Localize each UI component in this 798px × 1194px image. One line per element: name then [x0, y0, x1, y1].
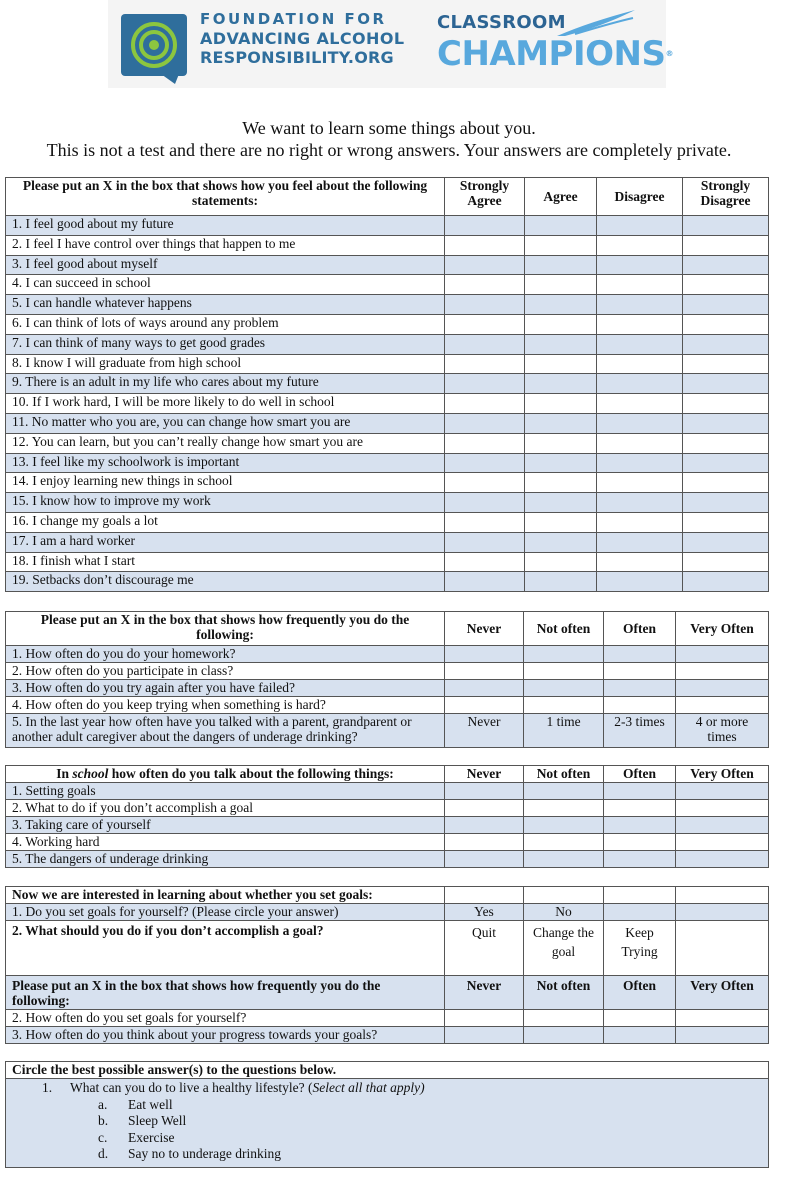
- school-talk-item-4: 4. Working hard: [6, 834, 445, 851]
- answer-box[interactable]: [604, 834, 676, 851]
- goals-table: [5, 886, 769, 1044]
- frequency-item-3: 3. How often do you try again after you have failed?: [6, 680, 445, 697]
- frequency-item-2: 2. How often do you participate in class?: [6, 663, 445, 680]
- table-row: [6, 394, 769, 414]
- answer-box[interactable]: [683, 235, 769, 255]
- school-talk-rows: [6, 783, 769, 868]
- feelings-item-14: 14. I enjoy learning new things in school: [6, 473, 445, 493]
- feelings-item-17: 17. I am a hard worker: [6, 532, 445, 552]
- table-row: [6, 976, 769, 1010]
- answer-box[interactable]: [676, 817, 769, 834]
- table-row: [6, 834, 769, 851]
- healthy-lifestyle-table: [5, 1061, 769, 1168]
- lifestyle-question: 1. What can you do to live a healthy lifestyle? (Select all that apply): [42, 1080, 425, 1095]
- answer-box[interactable]: [525, 216, 597, 236]
- answer-box[interactable]: [524, 680, 604, 697]
- answer-box[interactable]: [445, 453, 525, 473]
- faar-logo-line2: ADVANCING ALCOHOL: [200, 29, 405, 48]
- answer-box[interactable]: [683, 295, 769, 315]
- answer-box[interactable]: [604, 851, 676, 868]
- answer-box[interactable]: [676, 697, 769, 714]
- answer-box[interactable]: [683, 453, 769, 473]
- table-row: [6, 334, 769, 354]
- answer-box[interactable]: [597, 493, 683, 513]
- answer-box[interactable]: [676, 663, 769, 680]
- lifestyle-option-3[interactable]: [12, 1130, 762, 1147]
- col-very-often: Very Often: [676, 766, 769, 783]
- answer-box[interactable]: [676, 800, 769, 817]
- answer-box[interactable]: [445, 512, 525, 532]
- answer-box[interactable]: [525, 512, 597, 532]
- option-letter: b.: [98, 1113, 109, 1128]
- answer-box[interactable]: [525, 493, 597, 513]
- feelings-rows: [6, 216, 769, 592]
- answer-box[interactable]: [445, 354, 525, 374]
- answer-box[interactable]: [525, 413, 597, 433]
- col-strongly-agree: Strongly Agree: [445, 178, 525, 216]
- feelings-item-7: 7. I can think of many ways to get good grades: [6, 334, 445, 354]
- q1-option-yes[interactable]: Yes: [445, 904, 524, 921]
- answer-box[interactable]: [597, 295, 683, 315]
- option-text: Eat well: [128, 1096, 173, 1112]
- answer-box[interactable]: [524, 1010, 604, 1027]
- table-row: [6, 532, 769, 552]
- goals-frequency-item-1: 2. How often do you set goals for yourself?: [6, 1010, 445, 1027]
- table-row: [6, 680, 769, 697]
- answer-box[interactable]: [524, 834, 604, 851]
- answer-box[interactable]: [524, 646, 604, 663]
- answer-box[interactable]: [597, 334, 683, 354]
- answer-box[interactable]: [525, 255, 597, 275]
- answer-box[interactable]: [445, 473, 525, 493]
- answer-box[interactable]: [604, 697, 676, 714]
- answer-box[interactable]: [525, 235, 597, 255]
- item5-option-4-or-more[interactable]: 4 or more times: [676, 714, 769, 748]
- goals-frequency-item-2: 3. How often do you think about your progress towards your goals?: [6, 1027, 445, 1044]
- answer-box[interactable]: [525, 572, 597, 592]
- answer-box[interactable]: [604, 800, 676, 817]
- feelings-item-8: 8. I know I will graduate from high school: [6, 354, 445, 374]
- lifestyle-prompt: Circle the best possible answer(s) to the questions below.: [6, 1062, 769, 1079]
- table-row: [6, 552, 769, 572]
- answer-box[interactable]: [597, 532, 683, 552]
- table-row: [6, 453, 769, 473]
- feelings-item-15: 15. I know how to improve my work: [6, 493, 445, 513]
- answer-box[interactable]: [525, 552, 597, 572]
- answer-box[interactable]: [525, 374, 597, 394]
- answer-box[interactable]: [525, 314, 597, 334]
- answer-box[interactable]: [676, 1010, 769, 1027]
- item5-option-2-3-times[interactable]: 2-3 times: [604, 714, 676, 748]
- answer-box[interactable]: [597, 572, 683, 592]
- table-row: [6, 663, 769, 680]
- answer-box[interactable]: [604, 1010, 676, 1027]
- col-not-often: Not often: [524, 612, 604, 646]
- answer-box[interactable]: [525, 532, 597, 552]
- goals-frequency-prompt: Please put an X in the box that shows how frequently you do the following:: [6, 976, 445, 1010]
- faar-logo-text: [200, 10, 405, 67]
- option-letter: d.: [98, 1146, 109, 1161]
- answer-box[interactable]: [445, 394, 525, 414]
- table-row: [6, 921, 769, 976]
- school-talk-prompt: In school how often do you talk about the following things:: [6, 766, 445, 783]
- table-row: [6, 697, 769, 714]
- answer-box[interactable]: [683, 572, 769, 592]
- school-talk-table: [5, 765, 769, 868]
- answer-box[interactable]: [597, 394, 683, 414]
- table-row: [6, 413, 769, 433]
- answer-box[interactable]: [683, 255, 769, 275]
- feelings-item-11: 11. No matter who you are, you can change how smart you are: [6, 413, 445, 433]
- answer-box[interactable]: [445, 817, 524, 834]
- answer-box[interactable]: [524, 817, 604, 834]
- answer-box[interactable]: [445, 334, 525, 354]
- goals-frequency-rows: [6, 1010, 769, 1044]
- table-row: [6, 354, 769, 374]
- table-row: [6, 295, 769, 315]
- answer-box[interactable]: [525, 394, 597, 414]
- answer-box[interactable]: [683, 394, 769, 414]
- q1-option-no[interactable]: No: [524, 904, 604, 921]
- table-row: [6, 314, 769, 334]
- answer-box[interactable]: [445, 314, 525, 334]
- feelings-prompt: Please put an X in the box that shows how you feel about the following statements:: [6, 178, 445, 216]
- answer-box[interactable]: [445, 433, 525, 453]
- table-row: [6, 374, 769, 394]
- goals-q1: 1. Do you set goals for yourself? (Please circle your answer): [6, 904, 445, 921]
- answer-box[interactable]: [683, 493, 769, 513]
- col-often: Often: [604, 976, 676, 1010]
- answer-box[interactable]: [676, 680, 769, 697]
- answer-box[interactable]: [445, 216, 525, 236]
- answer-box[interactable]: [683, 374, 769, 394]
- col-not-often: Not often: [524, 766, 604, 783]
- goals-prompt: Now we are interested in learning about whether you set goals:: [6, 887, 445, 904]
- answer-box[interactable]: [683, 413, 769, 433]
- school-talk-item-5: 5. The dangers of underage drinking: [6, 851, 445, 868]
- table-row: [6, 714, 769, 748]
- answer-box[interactable]: [683, 275, 769, 295]
- answer-box[interactable]: [445, 572, 525, 592]
- answer-box[interactable]: [445, 697, 524, 714]
- answer-box[interactable]: [683, 216, 769, 236]
- table-row: [6, 473, 769, 493]
- answer-box[interactable]: [683, 512, 769, 532]
- answer-box[interactable]: [525, 453, 597, 473]
- answer-box[interactable]: [683, 354, 769, 374]
- answer-box[interactable]: [445, 295, 525, 315]
- lifestyle-option-1[interactable]: [12, 1097, 762, 1114]
- answer-box[interactable]: [597, 354, 683, 374]
- answer-box[interactable]: [683, 314, 769, 334]
- table-row: [6, 817, 769, 834]
- col-often: Often: [604, 766, 676, 783]
- answer-box[interactable]: [445, 275, 525, 295]
- answer-box[interactable]: [676, 646, 769, 663]
- col-often: Often: [604, 612, 676, 646]
- answer-box[interactable]: [604, 783, 676, 800]
- table-row: [6, 851, 769, 868]
- option-text: Exercise: [128, 1129, 175, 1145]
- item5-option-never[interactable]: Never: [445, 714, 524, 748]
- feelings-item-1: 1. I feel good about my future: [6, 216, 445, 236]
- faar-logo-icon: [121, 14, 187, 84]
- feelings-table: [5, 177, 769, 592]
- answer-box[interactable]: [525, 334, 597, 354]
- feelings-item-12: 12. You can learn, but you can’t really change how smart you are: [6, 433, 445, 453]
- frequency-rows: [6, 646, 769, 714]
- answer-box[interactable]: [525, 295, 597, 315]
- answer-box[interactable]: [524, 697, 604, 714]
- answer-box[interactable]: [683, 433, 769, 453]
- answer-box[interactable]: [445, 493, 525, 513]
- goals-q2: 2. What should you do if you don’t accomplish a goal?: [6, 921, 445, 976]
- answer-box[interactable]: [597, 473, 683, 493]
- answer-box[interactable]: [597, 216, 683, 236]
- answer-box[interactable]: [597, 374, 683, 394]
- answer-box[interactable]: [604, 680, 676, 697]
- col-agree: Agree: [525, 178, 597, 216]
- table-row: [6, 493, 769, 513]
- feelings-item-9: 9. There is an adult in my life who cares about my future: [6, 374, 445, 394]
- option-text: Say no to underage drinking: [128, 1146, 281, 1161]
- feelings-item-4: 4. I can succeed in school: [6, 275, 445, 295]
- table-row: [6, 275, 769, 295]
- intro-line1: We want to learn some things about you.: [242, 118, 536, 138]
- answer-box[interactable]: [524, 783, 604, 800]
- answer-box[interactable]: [445, 680, 524, 697]
- q2-option-change-goal[interactable]: Change the goal: [524, 921, 604, 976]
- lifestyle-options: [12, 1097, 762, 1163]
- answer-box[interactable]: [683, 473, 769, 493]
- col-disagree: Disagree: [597, 178, 683, 216]
- answer-box[interactable]: [604, 646, 676, 663]
- faar-logo-line3: RESPONSIBILITY.ORG: [200, 48, 394, 67]
- answer-box[interactable]: [604, 663, 676, 680]
- trademark-symbol: ®: [665, 49, 673, 58]
- school-talk-item-3: 3. Taking care of yourself: [6, 817, 445, 834]
- feelings-item-6: 6. I can think of lots of ways around any problem: [6, 314, 445, 334]
- item5-option-1-time[interactable]: 1 time: [524, 714, 604, 748]
- feelings-item-5: 5. I can handle whatever happens: [6, 295, 445, 315]
- table-row: [6, 216, 769, 236]
- frequency-prompt: Please put an X in the box that shows how frequently you do the following:: [6, 612, 445, 646]
- frequency-item-4: 4. How often do you keep trying when something is hard?: [6, 697, 445, 714]
- answer-box[interactable]: [676, 851, 769, 868]
- answer-box[interactable]: [597, 453, 683, 473]
- frequency-item-1: 1. How often do you do your homework?: [6, 646, 445, 663]
- frequency-item5: 5. In the last year how often have you talked with a parent, grandparent or another adult caregiver about the dangers of underage drinking?: [6, 714, 445, 748]
- answer-box[interactable]: [683, 552, 769, 572]
- faar-logo-line1: FOUNDATION FOR: [200, 10, 387, 28]
- answer-box[interactable]: [445, 646, 524, 663]
- answer-box[interactable]: [445, 663, 524, 680]
- table-row: [6, 512, 769, 532]
- answer-box[interactable]: [597, 512, 683, 532]
- q2-option-quit[interactable]: Quit: [445, 921, 524, 976]
- table-row: [6, 235, 769, 255]
- table-row: [6, 1027, 769, 1044]
- col-never: Never: [445, 976, 524, 1010]
- answer-box[interactable]: [597, 433, 683, 453]
- table-row: [6, 433, 769, 453]
- school-talk-item-1: 1. Setting goals: [6, 783, 445, 800]
- col-never: Never: [445, 612, 524, 646]
- answer-box[interactable]: [525, 433, 597, 453]
- feelings-item-16: 16. I change my goals a lot: [6, 512, 445, 532]
- table-row: [6, 646, 769, 663]
- feelings-item-13: 13. I feel like my schoolwork is important: [6, 453, 445, 473]
- answer-box[interactable]: [445, 851, 524, 868]
- feelings-item-3: 3. I feel good about myself: [6, 255, 445, 275]
- school-talk-item-2: 2. What to do if you don’t accomplish a goal: [6, 800, 445, 817]
- answer-box[interactable]: [445, 255, 525, 275]
- answer-box[interactable]: [524, 800, 604, 817]
- frequency-table: [5, 611, 769, 748]
- col-strongly-disagree: Strongly Disagree: [683, 178, 769, 216]
- answer-box[interactable]: [524, 663, 604, 680]
- intro-line2: This is not a test and there are no right or wrong answers. Your answers are completely private.: [46, 140, 732, 160]
- answer-box[interactable]: [445, 783, 524, 800]
- answer-box[interactable]: [445, 413, 525, 433]
- feelings-item-18: 18. I finish what I start: [6, 552, 445, 572]
- answer-box[interactable]: [445, 1010, 524, 1027]
- answer-box[interactable]: [683, 334, 769, 354]
- answer-box[interactable]: [525, 354, 597, 374]
- col-never: Never: [445, 766, 524, 783]
- answer-box[interactable]: [597, 275, 683, 295]
- option-letter: c.: [98, 1129, 108, 1145]
- answer-box[interactable]: [445, 235, 525, 255]
- answer-box[interactable]: [445, 800, 524, 817]
- answer-box[interactable]: [676, 783, 769, 800]
- table-row: [6, 904, 769, 921]
- cc-logo-line1: CLASSROOM: [437, 12, 566, 33]
- answer-box[interactable]: [676, 1027, 769, 1044]
- answer-box[interactable]: [683, 532, 769, 552]
- answer-box[interactable]: [445, 834, 524, 851]
- answer-box[interactable]: [604, 1027, 676, 1044]
- answer-box[interactable]: [597, 552, 683, 572]
- answer-box[interactable]: [524, 1027, 604, 1044]
- feelings-item-10: 10. If I work hard, I will be more likely to do well in school: [6, 394, 445, 414]
- col-very-often: Very Often: [676, 976, 769, 1010]
- option-letter: a.: [98, 1096, 108, 1112]
- answer-box[interactable]: [445, 1027, 524, 1044]
- table-row: [6, 783, 769, 800]
- answer-box[interactable]: [524, 851, 604, 868]
- classroom-champions-logo: [437, 10, 673, 80]
- answer-box[interactable]: [525, 275, 597, 295]
- lifestyle-question-row: [6, 1079, 769, 1168]
- lifestyle-option-2[interactable]: [12, 1113, 762, 1130]
- answer-box[interactable]: [597, 255, 683, 275]
- table-row: [6, 572, 769, 592]
- answer-box[interactable]: [445, 532, 525, 552]
- answer-box[interactable]: [604, 817, 676, 834]
- cc-logo-line2: CHAMPIONS®: [437, 34, 673, 74]
- feelings-item-2: 2. I feel I have control over things that happen to me: [6, 235, 445, 255]
- q2-option-keep-trying[interactable]: Keep Trying: [604, 921, 676, 976]
- feelings-item-19: 19. Setbacks don’t discourage me: [6, 572, 445, 592]
- answer-box[interactable]: [525, 473, 597, 493]
- answer-box[interactable]: [597, 235, 683, 255]
- table-row: [6, 1010, 769, 1027]
- answer-box[interactable]: [445, 374, 525, 394]
- answer-box[interactable]: [676, 834, 769, 851]
- answer-box[interactable]: [597, 413, 683, 433]
- option-text: Sleep Well: [128, 1113, 187, 1128]
- answer-box[interactable]: [445, 552, 525, 572]
- col-very-often: Very Often: [676, 612, 769, 646]
- col-not-often: Not often: [524, 976, 604, 1010]
- table-row: [6, 255, 769, 275]
- lifestyle-option-4[interactable]: [12, 1146, 762, 1163]
- answer-box[interactable]: [597, 314, 683, 334]
- table-row: [6, 800, 769, 817]
